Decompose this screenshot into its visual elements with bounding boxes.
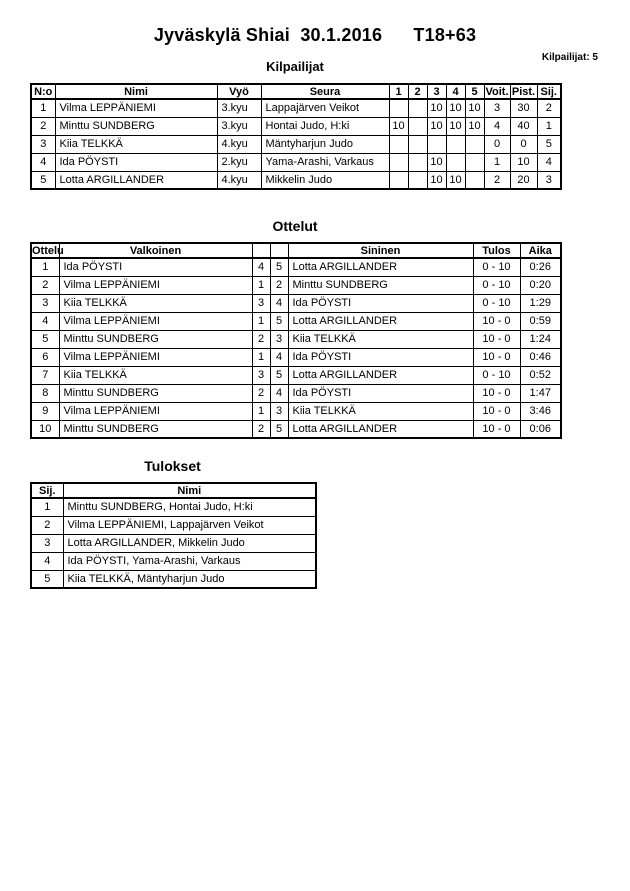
- cell-white-name: Vilma LEPPÄNIEMI: [59, 312, 252, 330]
- cell-white-name: Kiia TELKKÄ: [59, 366, 252, 384]
- cell-match-no: 6: [31, 348, 59, 366]
- cell-round-score: [408, 99, 427, 117]
- cell-blue-number: 3: [270, 330, 288, 348]
- cell-blue-number: 5: [270, 420, 288, 438]
- cell-time: 0:59: [520, 312, 561, 330]
- cell-blue-number: 3: [270, 402, 288, 420]
- cell-blue-name: Ida PÖYSTI: [288, 384, 473, 402]
- cell-round-score: [408, 171, 427, 189]
- cell-no: 2: [31, 117, 55, 135]
- col-header-tulos: Tulos: [473, 243, 520, 258]
- cell-sij: 5: [537, 135, 561, 153]
- cell-time: 0:46: [520, 348, 561, 366]
- cell-blue-number: 4: [270, 294, 288, 312]
- cell-time: 1:29: [520, 294, 561, 312]
- table-row: [31, 330, 561, 348]
- cell-seura: Mäntyharjun Judo: [261, 135, 389, 153]
- col-header-round-5: 5: [465, 84, 484, 99]
- cell-placement: 1: [31, 498, 63, 516]
- ottelut-header-row: [31, 243, 561, 258]
- cell-blue-name: Lotta ARGILLANDER: [288, 312, 473, 330]
- cell-voit: 0: [484, 135, 510, 153]
- cell-vyo: 4.kyu: [217, 171, 261, 189]
- cell-no: 3: [31, 135, 55, 153]
- cell-time: 0:52: [520, 366, 561, 384]
- table-row: [31, 498, 316, 516]
- cell-white-name: Kiia TELKKÄ: [59, 294, 252, 312]
- cell-sij: 3: [537, 171, 561, 189]
- cell-pist: 40: [510, 117, 537, 135]
- cell-placement: 3: [31, 534, 63, 552]
- cell-round-score: 10: [446, 99, 465, 117]
- tulokset-table: [30, 482, 317, 589]
- col-header-pist: Pist.: [511, 85, 536, 98]
- cell-pist: 20: [510, 171, 537, 189]
- cell-white-number: 2: [252, 420, 270, 438]
- cell-vyo: 3.kyu: [217, 117, 261, 135]
- cell-result: 0 - 10: [473, 366, 520, 384]
- cell-result-name: Ida PÖYSTI, Yama-Arashi, Varkaus: [63, 552, 316, 570]
- col-header-sij: Sij.: [537, 84, 561, 99]
- cell-voit: 3: [484, 99, 510, 117]
- cell-white-number: 1: [252, 276, 270, 294]
- cell-round-score: [389, 153, 408, 171]
- cell-vyo: 3.kyu: [217, 99, 261, 117]
- cell-white-number: 1: [252, 402, 270, 420]
- cell-white-number: 1: [252, 348, 270, 366]
- cell-white-number: 4: [252, 258, 270, 276]
- cell-round-score: [446, 135, 465, 153]
- col-header-no: N:o: [31, 84, 55, 99]
- cell-blue-number: 4: [270, 384, 288, 402]
- page-title: Jyväskylä Shiai 30.1.2016 T18+63: [153, 25, 477, 45]
- cell-seura: Mikkelin Judo: [261, 171, 389, 189]
- table-row: [31, 402, 561, 420]
- cell-round-score: [408, 135, 427, 153]
- cell-match-no: 3: [31, 294, 59, 312]
- col-header-nimi: Nimi: [63, 483, 316, 498]
- cell-match-no: 5: [31, 330, 59, 348]
- cell-nimi: Ida PÖYSTI: [55, 153, 217, 171]
- col-header-nimi: Nimi: [55, 84, 217, 99]
- cell-result-name: Lotta ARGILLANDER, Mikkelin Judo: [63, 534, 316, 552]
- cell-blue-name: Lotta ARGILLANDER: [288, 258, 473, 276]
- cell-round-score: [389, 135, 408, 153]
- cell-match-no: 2: [31, 276, 59, 294]
- cell-result: 10 - 0: [473, 384, 520, 402]
- cell-result-name: Kiia TELKKÄ, Mäntyharjun Judo: [63, 570, 316, 588]
- table-row: [31, 117, 561, 135]
- col-header-round-2: 2: [408, 84, 427, 99]
- cell-blue-number: 5: [270, 366, 288, 384]
- cell-round-score: 10: [427, 99, 446, 117]
- cell-white-number: 2: [252, 330, 270, 348]
- cell-round-score: 10: [427, 117, 446, 135]
- cell-nimi: Lotta ARGILLANDER: [55, 171, 217, 189]
- cell-blue-name: Ida PÖYSTI: [288, 294, 473, 312]
- cell-round-score: [408, 153, 427, 171]
- cell-seura: Hontai Judo, H:ki: [261, 117, 389, 135]
- cell-blue-number: 5: [270, 258, 288, 276]
- cell-result: 10 - 0: [473, 312, 520, 330]
- cell-round-score: [389, 171, 408, 189]
- cell-blue-number: 2: [270, 276, 288, 294]
- cell-round-score: 10: [465, 99, 484, 117]
- cell-vyo: 4.kyu: [217, 135, 261, 153]
- cell-result: 10 - 0: [473, 330, 520, 348]
- cell-white-name: Minttu SUNDBERG: [59, 384, 252, 402]
- cell-nimi: Minttu SUNDBERG: [55, 117, 217, 135]
- cell-match-no: 10: [31, 420, 59, 438]
- col-header-round-1: 1: [389, 84, 408, 99]
- col-header-seura: Seura: [261, 84, 389, 99]
- cell-voit: 4: [484, 117, 510, 135]
- cell-blue-number: 5: [270, 312, 288, 330]
- cell-round-score: [465, 153, 484, 171]
- cell-time: 0:20: [520, 276, 561, 294]
- table-row: [31, 312, 561, 330]
- cell-round-score: [465, 171, 484, 189]
- cell-blue-name: Kiia TELKKÄ: [288, 402, 473, 420]
- cell-result: 10 - 0: [473, 420, 520, 438]
- cell-sij: 2: [537, 99, 561, 117]
- cell-blue-name: Minttu SUNDBERG: [288, 276, 473, 294]
- cell-voit: 1: [484, 153, 510, 171]
- col-header-round-3: 3: [427, 84, 446, 99]
- tulokset-heading: Tulokset: [144, 458, 201, 474]
- cell-round-score: 10: [446, 117, 465, 135]
- cell-time: 0:26: [520, 258, 561, 276]
- cell-white-name: Vilma LEPPÄNIEMI: [59, 276, 252, 294]
- cell-voit: 2: [484, 171, 510, 189]
- cell-time: 1:47: [520, 384, 561, 402]
- cell-white-number: 3: [252, 366, 270, 384]
- cell-result: 10 - 0: [473, 348, 520, 366]
- cell-match-no: 7: [31, 366, 59, 384]
- col-header-sij: Sij.: [31, 483, 63, 498]
- cell-result: 0 - 10: [473, 258, 520, 276]
- cell-nimi: Vilma LEPPÄNIEMI: [55, 99, 217, 117]
- cell-white-number: 3: [252, 294, 270, 312]
- cell-white-number: 1: [252, 312, 270, 330]
- cell-no: 5: [31, 171, 55, 189]
- cell-white-name: Vilma LEPPÄNIEMI: [59, 402, 252, 420]
- cell-nimi: Kiia TELKKÄ: [55, 135, 217, 153]
- cell-seura: Lappajärven Veikot: [261, 99, 389, 117]
- table-row: [31, 135, 561, 153]
- cell-round-score: 10: [427, 153, 446, 171]
- table-row: [31, 384, 561, 402]
- col-header-aika: Aika: [520, 243, 561, 258]
- cell-pist: 30: [510, 99, 537, 117]
- cell-blue-name: Lotta ARGILLANDER: [288, 366, 473, 384]
- cell-white-name: Minttu SUNDBERG: [59, 420, 252, 438]
- col-header-voit: Voit.: [485, 85, 509, 98]
- kilpailijat-heading: Kilpailijat: [266, 59, 324, 74]
- table-row: [31, 516, 316, 534]
- cell-time: 3:46: [520, 402, 561, 420]
- col-header-valkoinen: Valkoinen: [59, 243, 252, 258]
- cell-round-score: 10: [446, 171, 465, 189]
- cell-seura: Yama-Arashi, Varkaus: [261, 153, 389, 171]
- table-row: [31, 348, 561, 366]
- col-header-ottelu: Ottelu: [32, 244, 64, 257]
- cell-blue-name: Ida PÖYSTI: [288, 348, 473, 366]
- cell-match-no: 1: [31, 258, 59, 276]
- cell-round-score: 10: [465, 117, 484, 135]
- table-row: [31, 570, 316, 588]
- cell-blue-name: Lotta ARGILLANDER: [288, 420, 473, 438]
- cell-pist: 10: [510, 153, 537, 171]
- cell-round-score: [427, 135, 446, 153]
- table-row: [31, 171, 561, 189]
- table-row: [31, 276, 561, 294]
- cell-result: 10 - 0: [473, 402, 520, 420]
- cell-no: 4: [31, 153, 55, 171]
- ottelut-heading: Ottelut: [272, 218, 318, 234]
- cell-placement: 2: [31, 516, 63, 534]
- table-row: [31, 258, 561, 276]
- cell-sij: 4: [537, 153, 561, 171]
- kilpailijat-header-row: [31, 84, 561, 99]
- cell-white-number: 2: [252, 384, 270, 402]
- cell-round-score: [389, 99, 408, 117]
- ottelut-table: [30, 242, 562, 439]
- cell-round-score: [465, 135, 484, 153]
- table-row: [31, 366, 561, 384]
- cell-round-score: 10: [389, 117, 408, 135]
- cell-match-no: 4: [31, 312, 59, 330]
- table-row: [31, 552, 316, 570]
- cell-time: 1:24: [520, 330, 561, 348]
- tulokset-header-row: [31, 483, 316, 498]
- col-header-round-4: 4: [446, 84, 465, 99]
- cell-no: 1: [31, 99, 55, 117]
- table-row: [31, 294, 561, 312]
- cell-match-no: 9: [31, 402, 59, 420]
- cell-white-name: Ida PÖYSTI: [59, 258, 252, 276]
- table-row: [31, 420, 561, 438]
- cell-sij: 1: [537, 117, 561, 135]
- cell-time: 0:06: [520, 420, 561, 438]
- col-header-blue-number: [270, 243, 288, 258]
- cell-pist: 0: [510, 135, 537, 153]
- cell-result-name: Minttu SUNDBERG, Hontai Judo, H:ki: [63, 498, 316, 516]
- cell-round-score: 10: [427, 171, 446, 189]
- cell-result-name: Vilma LEPPÄNIEMI, Lappajärven Veikot: [63, 516, 316, 534]
- col-header-vyo: Vyö: [217, 84, 261, 99]
- competitors-count-label: Kilpailijat: 5: [541, 52, 598, 63]
- cell-result: 0 - 10: [473, 276, 520, 294]
- cell-white-name: Minttu SUNDBERG: [59, 330, 252, 348]
- kilpailijat-table: [30, 83, 562, 190]
- cell-placement: 5: [31, 570, 63, 588]
- table-row: [31, 99, 561, 117]
- cell-blue-name: Kiia TELKKÄ: [288, 330, 473, 348]
- cell-placement: 4: [31, 552, 63, 570]
- cell-vyo: 2.kyu: [217, 153, 261, 171]
- col-header-white-number: [252, 243, 270, 258]
- col-header-sininen: Sininen: [288, 243, 473, 258]
- page-content: [30, 59, 560, 589]
- table-row: [31, 153, 561, 171]
- cell-result: 0 - 10: [473, 294, 520, 312]
- cell-round-score: [446, 153, 465, 171]
- cell-match-no: 8: [31, 384, 59, 402]
- table-row: [31, 534, 316, 552]
- cell-round-score: [408, 117, 427, 135]
- cell-blue-number: 4: [270, 348, 288, 366]
- cell-white-name: Vilma LEPPÄNIEMI: [59, 348, 252, 366]
